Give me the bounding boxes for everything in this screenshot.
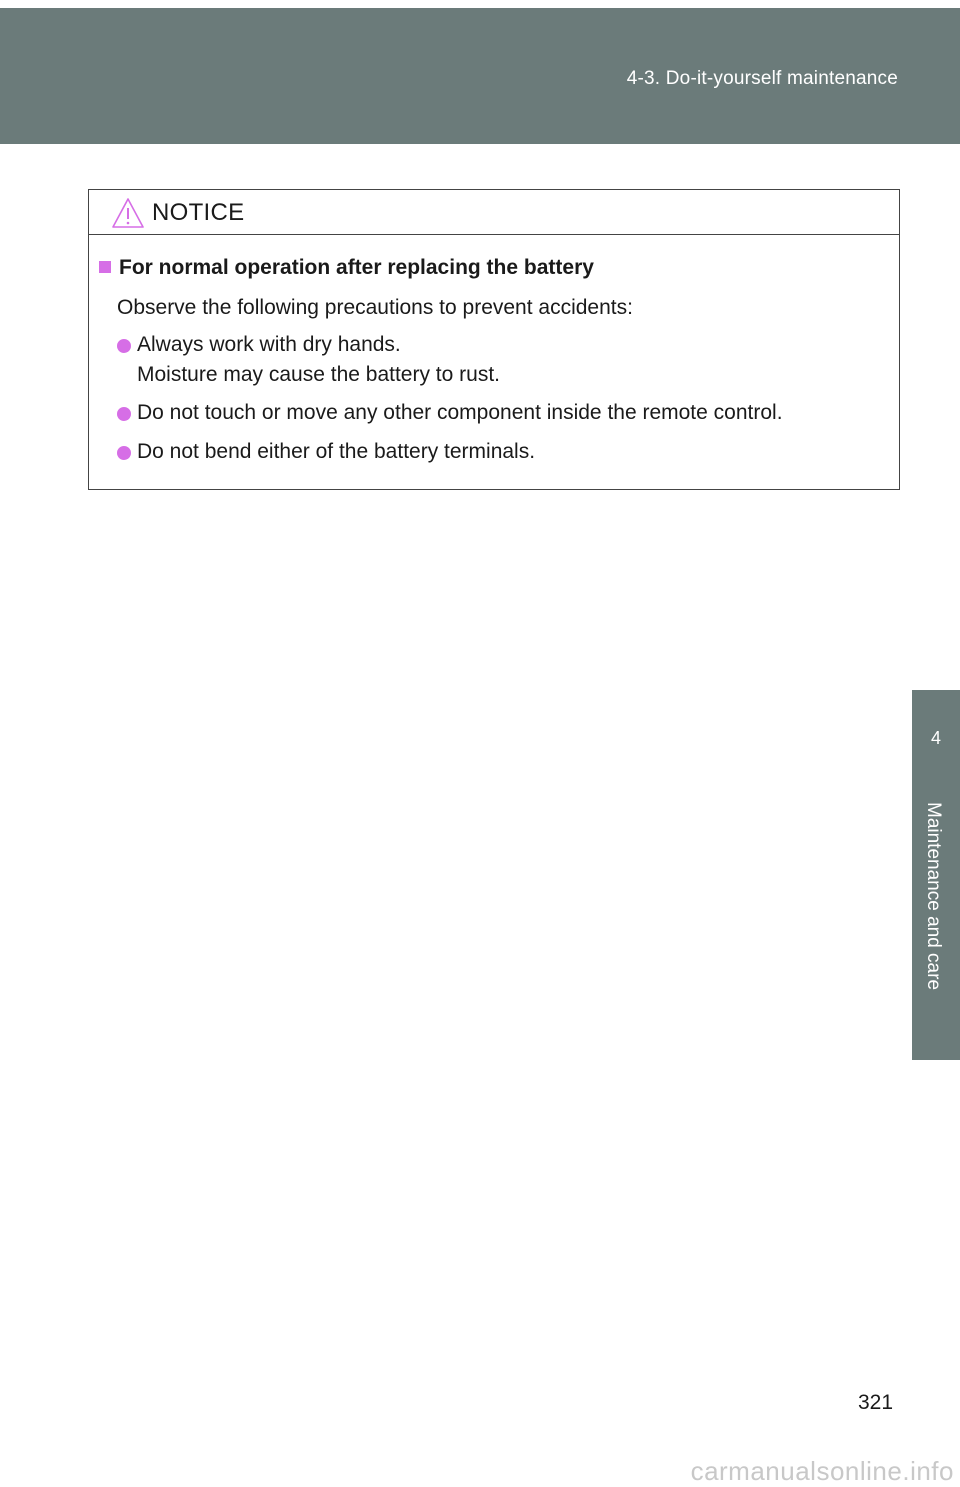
warning-triangle-icon: [111, 197, 145, 229]
list-item-line: Do not touch or move any other component inside the remote control.: [137, 401, 783, 424]
list-item-text: [137, 437, 535, 467]
notice-heading-text: For normal operation after replacing the battery: [119, 256, 594, 279]
header-band: [0, 8, 960, 144]
square-bullet-icon: [99, 261, 111, 273]
notice-heading: [99, 256, 594, 280]
chapter-side-tab[interactable]: [912, 690, 960, 1060]
bullet-dot-icon: [117, 339, 131, 353]
list-item-text: [137, 330, 500, 390]
bullet-dot-icon: [117, 407, 131, 421]
notice-header: [89, 190, 899, 235]
list-item-line: Always work with dry hands.: [137, 333, 401, 356]
bullet-dot-icon: [117, 446, 131, 460]
list-item-line: Moisture may cause the battery to rust.: [137, 363, 500, 386]
watermark: carmanualsonline.info: [690, 1456, 954, 1486]
list-item-text: [137, 398, 783, 428]
page-number: 321: [858, 1391, 894, 1414]
section-title: 4-3. Do-it-yourself maintenance: [626, 68, 898, 89]
list-item-line: Do not bend either of the battery terminals.: [137, 440, 536, 463]
notice-box: [88, 189, 900, 490]
chapter-number: 4: [930, 728, 941, 748]
chapter-title: Maintenance and care: [923, 802, 944, 991]
notice-intro: Observe the following precautions to prevent accidents:: [117, 296, 633, 319]
notice-title: NOTICE: [152, 199, 245, 226]
